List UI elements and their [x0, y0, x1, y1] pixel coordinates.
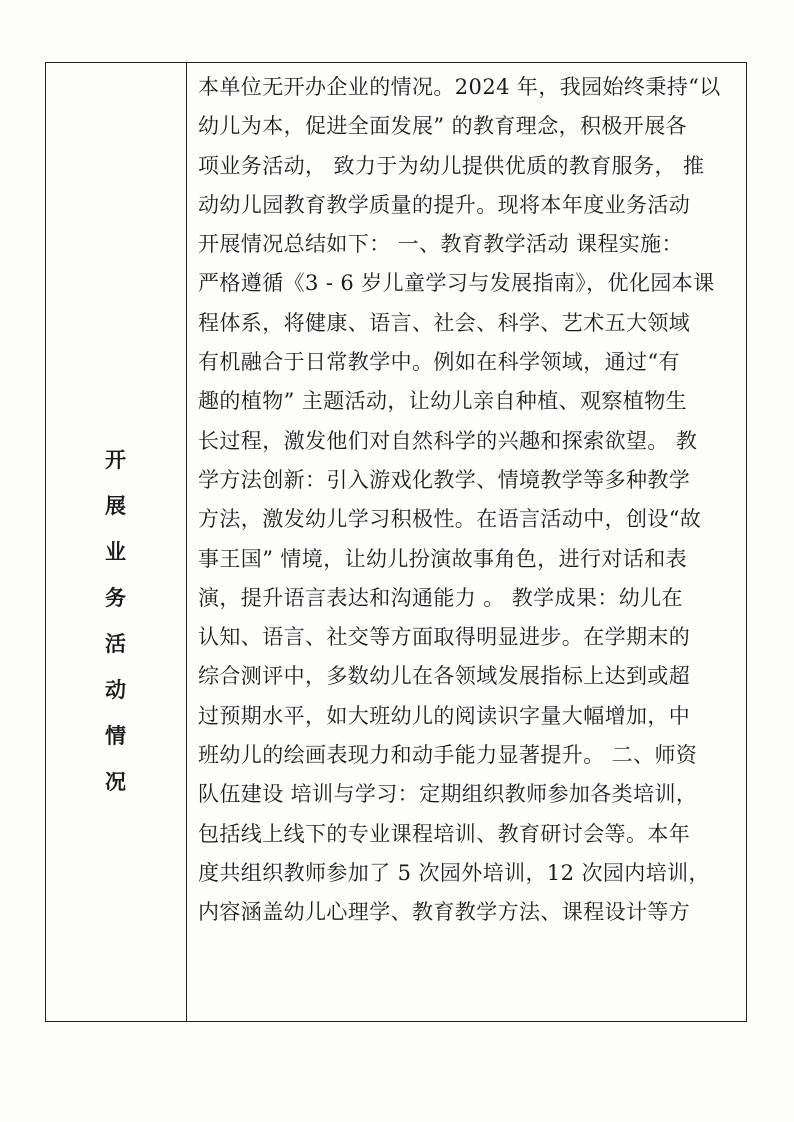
section-label-cell	[45, 62, 186, 1022]
content-line: 趣的植物” 主题活动，让幼儿亲自种植、观察植物生	[198, 389, 688, 414]
content-line: 过预期水平，如大班幼儿的阅读识字量大幅增加，中	[198, 703, 691, 728]
section-label	[45, 437, 186, 805]
section-label-char: 务	[105, 585, 126, 610]
column-divider	[186, 62, 187, 1022]
section-label-char: 活	[105, 631, 126, 656]
section-label-char: 开	[105, 447, 126, 472]
content-line: 演，提升语言表达和沟通能力 。 教学成果：幼儿在	[198, 585, 683, 610]
content-line: 开展情况总结如下： 一、教育教学活动 课程实施：	[198, 232, 683, 257]
content-line: 包括线上线下的专业课程培训、教育研讨会等。本年	[198, 821, 691, 846]
content-line: 综合测评中，多数幼儿在各领域发展指标上达到或超	[198, 664, 691, 689]
content-cell	[198, 72, 738, 937]
section-label-char: 业	[105, 539, 126, 564]
content-line: 幼儿为本，促进全面发展” 的教育理念，积极开展各	[198, 114, 688, 139]
content-line: 长过程，激发他们对自然科学的兴趣和探索欲望。 教	[198, 428, 698, 453]
content-line: 动幼儿园教育教学质量的提升。现将本年度业务活动	[198, 192, 691, 217]
section-label-char: 情	[105, 723, 126, 748]
content-line: 严格遵循《3 - 6 岁儿童学习与发展指南》，优化园本课	[198, 271, 715, 296]
section-label-char: 动	[105, 677, 126, 702]
content-line: 项业务活动， 致力于为幼儿提供优质的教育服务， 推	[198, 153, 705, 178]
content-line: 本单位无开办企业的情况。2024 年，我园始终秉持“以	[198, 75, 721, 99]
content-line: 方法，激发幼儿学习积极性。在语言活动中，创设“故	[198, 507, 702, 532]
content-line: 内容涵盖幼儿心理学、教育教学方法、课程设计等方	[198, 900, 691, 925]
content-line: 队伍建设 培训与学习：定期组织教师参加各类培训，	[198, 782, 698, 807]
content-line: 事王国” 情境，让幼儿扮演故事角色，进行对话和表	[198, 546, 688, 571]
content-line: 认知、语言、社交等方面取得明显进步。在学期末的	[198, 625, 691, 650]
content-line: 班幼儿的绘画表现力和动手能力显著提升。 二、师资	[198, 743, 698, 768]
content-line: 度共组织教师参加了 5 次园外培训，12 次园内培训，	[198, 860, 710, 885]
section-label-char: 况	[105, 769, 126, 794]
section-label-char: 展	[105, 493, 126, 518]
content-line: 程体系，将健康、语言、社会、科学、艺术五大领域	[198, 310, 691, 335]
content-line: 有机融合于日常教学中。例如在科学领域，通过“有	[198, 350, 680, 375]
content-line: 学方法创新：引入游戏化教学、情境教学等多种教学	[198, 467, 691, 492]
